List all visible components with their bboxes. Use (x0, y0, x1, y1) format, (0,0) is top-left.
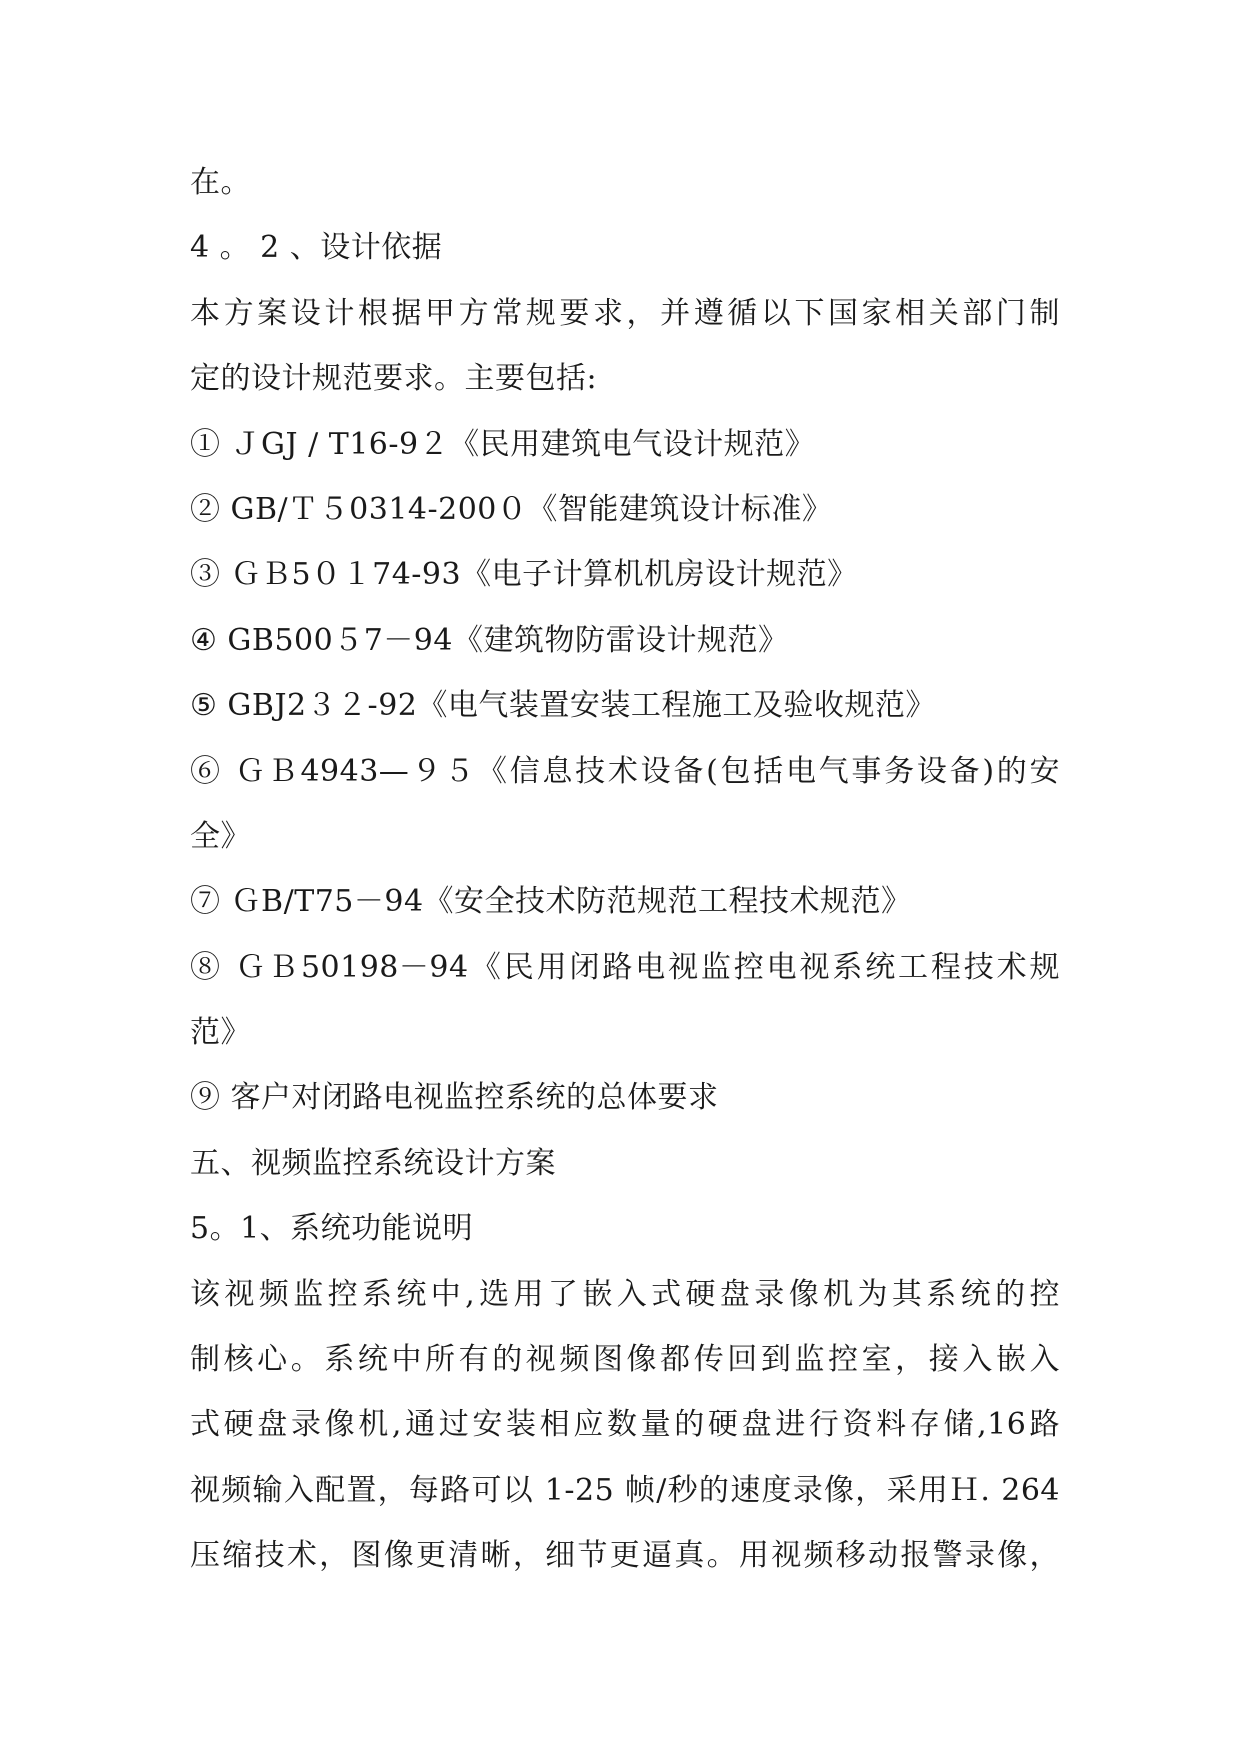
text-line: 本方案设计根据甲方常规要求，并遵循以下国家相关部门制 (190, 295, 1060, 331)
list-item-standard-8-cont: 范》 (190, 1015, 251, 1051)
list-item-standard-7: ⑦ ＧB/T75－94《安全技术防范规范工程技术规范》 (190, 884, 912, 920)
text-line: 该视频监控系统中,选用了嵌入式硬盘录像机为其系统的控 (190, 1276, 1060, 1312)
list-item-standard-6-cont: 全》 (190, 818, 251, 854)
section-heading-5-1: 5。1、系统功能说明 (190, 1211, 474, 1247)
document-body (190, 150, 1060, 1589)
list-item-standard-8: ⑧ ＧＢ50198－94《民用闭路电视监控电视系统工程技术规 (190, 949, 1060, 985)
text-line: 式硬盘录像机,通过安装相应数量的硬盘进行资料存储,16路 (190, 1407, 1060, 1443)
section-heading-4-2: 4 。 2 、设计依据 (190, 230, 443, 266)
list-item-standard-1: ① ＪGJ / T16-9２《民用建筑电气设计规范》 (190, 426, 816, 462)
text-line: 压缩技术，图像更清晰，细节更逼真。用视频移动报警录像， (190, 1538, 1060, 1574)
list-item-standard-5: ⑤ GBJ2３２-92《电气装置安装工程施工及验收规范》 (190, 688, 936, 724)
list-item-standard-6: ⑥ ＧＢ4943—９５《信息技术设备(包括电气事务设备)的安 (190, 753, 1060, 789)
text-line: 制核心。系统中所有的视频图像都传回到监控室，接入嵌入 (190, 1342, 1060, 1378)
text-line: 定的设计规范要求。主要包括: (190, 361, 598, 397)
list-item-standard-3: ③ ＧＢ5０１74-93《电子计算机机房设计规范》 (190, 557, 858, 593)
list-item-standard-9: ⑨ 客户对闭路电视监控系统的总体要求 (190, 1080, 719, 1116)
section-heading-5: 五、视频监控系统设计方案 (190, 1145, 556, 1181)
list-item-standard-2: ② GB/Ｔ５0314-200０《智能建筑设计标准》 (190, 491, 833, 527)
text-line: 视频输入配置，每路可以 1-25 帧/秒的速度录像，采用Ｈ. 264 (190, 1472, 1060, 1508)
text-line: 在。 (190, 165, 251, 200)
list-item-standard-4: ④ GB500５7－94《建筑物防雷设计规范》 (190, 622, 789, 658)
